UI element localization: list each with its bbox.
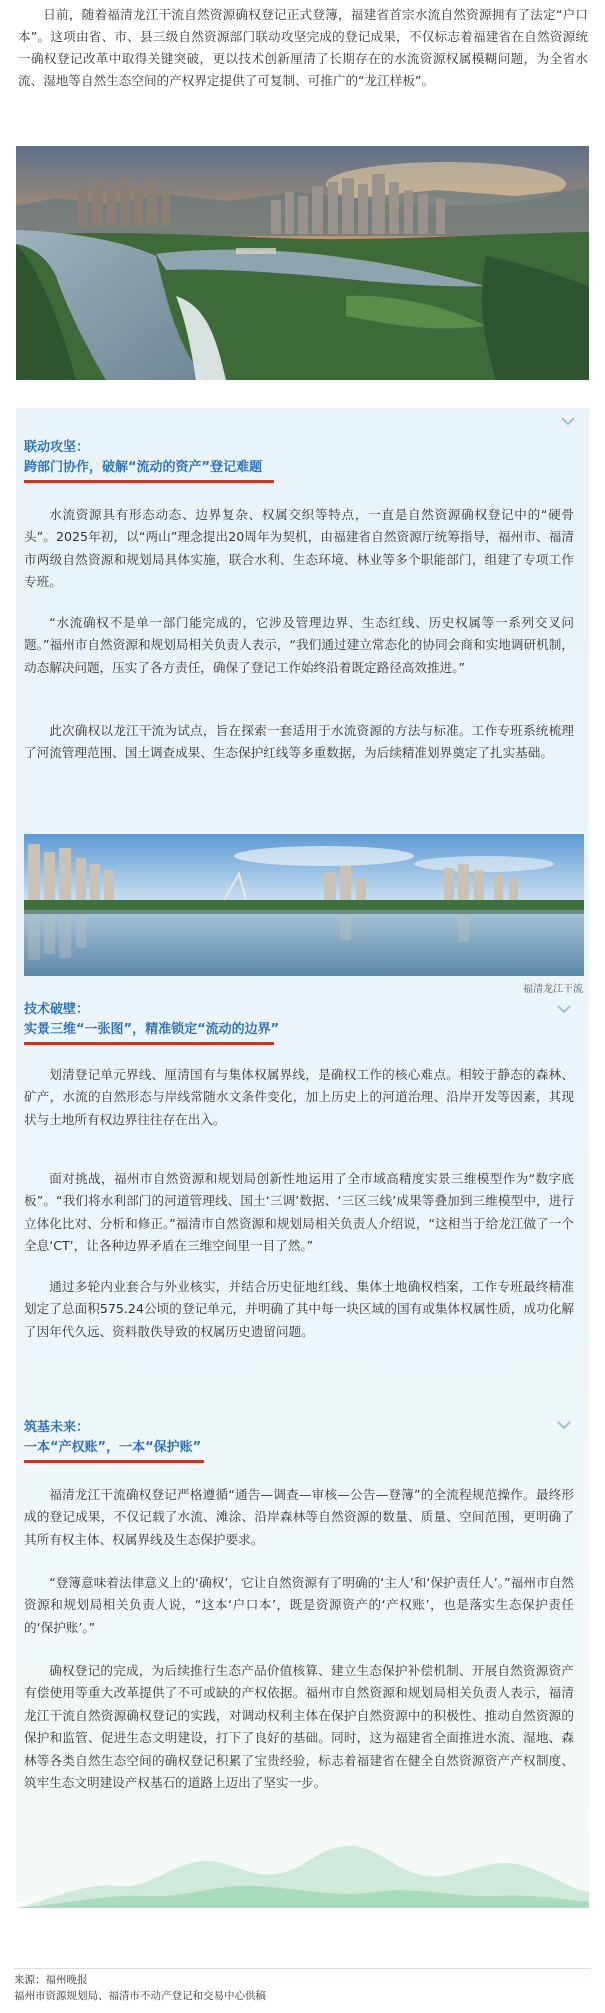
aerial-river-photo: [16, 146, 589, 380]
footer-divider: [14, 1968, 591, 1969]
contributors-label: 福州市资源规划局、福清市不动产登记和交易中心供稿: [14, 1990, 266, 2002]
photo-caption: 福清龙江干流: [523, 984, 583, 995]
section-1-paragraph: 水流资源具有形态动态、边界复杂、权属交织等特点，一直是自然资源确权登记中的“硬骨头”。2025年初，以“两山”理念提出20周年为契机，由福建省自然资源厅统筹指导，福州市、福清市两级自然资源和规划局具体实施，联合水利、生态环境、林业等多个职能部门，组建了专项工作专班。: [24, 507, 574, 590]
section-1-paragraph: 此次确权以龙江干流为试点，旨在探索一套适用于水流资源的方法与标准。工作专班系统梳理了河流管理范围、国土调查成果、生态保护红线等多重数据，为后续精准划界奠定了扎实基础。: [24, 723, 574, 761]
section-1-paragraph: “水流确权不是单一部门能完成的，它涉及管理边界、生态红线、历史权属等一系列交叉问题。”福州市自然资源和规划局相关负责人表示，“我们通过建立常态化的协同会商和实地调研机制，动态解决问题，压实了各方责任，确保了登记工作始终沿着既定路径高效推进。”: [24, 615, 574, 675]
section-2-paragraph: 划清登记单元界线、厘清国有与集体权属界线，是确权工作的核心难点。相较于静态的森林、矿产，水流的自然形态与岸线常随水文条件变化，加上历史上的河道治理、沿岸开发等因素，其现状与土地所有权边界往往存在出入。: [24, 1067, 574, 1127]
section-3-title: 筑基未来：: [24, 1420, 90, 1435]
chevron-down-icon: [556, 1004, 572, 1014]
section-2-title: 技术破壁：: [24, 1002, 90, 1017]
section-2-underline: [24, 1042, 274, 1045]
source-label: 来源：福州晚报: [14, 1974, 88, 1986]
section-2-heading: [24, 1000, 279, 1045]
section-1-subtitle: 跨部门协作，破解“流动的资产”登记难题: [24, 460, 263, 475]
section-2-paragraph: 面对挑战，福州市自然资源和规划局创新性地运用了全市域高精度实景三维模型作为“数字底板”。“我们将水利部门的河道管理线、国土‘三调’数据、‘三区三线’成果等叠加到三维模型中，进行立体化比对、分析和修正。”福清市自然资源和规划局相关负责人介绍说，“这相当于给龙江做了一个全息‘CT’，让各种边界矛盾在三维空间里一目了然。”: [24, 1171, 574, 1254]
section-2-subtitle: 实景三维“一张图”，精准锁定“流动的边界”: [24, 1022, 280, 1037]
section-3-paragraph: 确权登记的完成，为后续推行生态产品价值核算、建立生态保护补偿机制、开展自然资源资产有偿使用等重大改革提供了不可或缺的产权依据。福州市自然资源和规划局相关负责人表示，福清龙江干流自然资源确权登记的实践，对调动权利主体在保护自然资源中的积极性、推动自然资源的保护和监管、促进生态文明建设，打下了良好的基础。同时，这为福建省全面推进水流、湿地、森林等各类自然生态空间的确权登记积累了宝贵经验，标志着福建省在健全自然资源资产产权制度、筑牢生态文明建设产权基石的道路上迈出了坚实一步。: [24, 1663, 574, 1791]
chevron-down-icon: [560, 416, 576, 426]
section-1-title: 联动攻坚：: [24, 440, 90, 455]
intro-paragraph: 日前，随着福清龙江干流自然资源确权登记正式登簿，福建省首宗水流自然资源拥有了法定“户口本”。这项由省、市、县三级自然资源部门联动攻坚完成的登记成果，不仅标志着福建省在自然资源统一确权登记改革中取得关键突破，更以技术创新厘清了长期存在的水流资源权属模糊问题，为全省水流、湿地等自然生态空间的产权界定提供了可复制、可推广的“龙江样板”。: [18, 7, 588, 88]
footer: [14, 1972, 266, 2004]
section-3-underline: [24, 1460, 204, 1463]
chevron-down-icon: [556, 1420, 572, 1430]
skyline-river-photo: [24, 834, 584, 976]
section-1-heading: [24, 438, 274, 483]
section-2-paragraph: 通过多轮内业套合与外业核实，并结合历史征地红线、集体土地确权档案，工作专班最终精准划定了总面积575.24公顷的登记单元，并明确了其中每一块区域的国有或集体权属性质，成功化解了因年代久远、资料散佚导致的权属历史遗留问题。: [24, 1279, 574, 1339]
mountain-decoration-icon: [16, 1838, 589, 1908]
section-3-heading: [24, 1418, 204, 1463]
section-3-paragraph: “登簿意味着法律意义上的‘确权’，它让自然资源有了明确的‘主人’和‘保护责任人’。”福州市自然资源和规划局相关负责人说，“这本‘户口本’，既是资源资产的‘产权账’，也是落实生态保护责任的‘保护账’。”: [24, 1575, 574, 1635]
section-1-underline: [24, 480, 274, 483]
section-3-paragraph: 福清龙江干流确权登记严格遵循“通告—调查—审核—公告—登簿”的全流程规范操作。最终形成的登记成果，不仅记载了水流、滩涂、沿岸森林等自然资源的数量、质量、空间范围，更明确了其所有权主体、权属界线及生态保护要求。: [24, 1487, 574, 1547]
section-3-subtitle: 一本“产权账”，一本“保护账”: [24, 1440, 202, 1455]
